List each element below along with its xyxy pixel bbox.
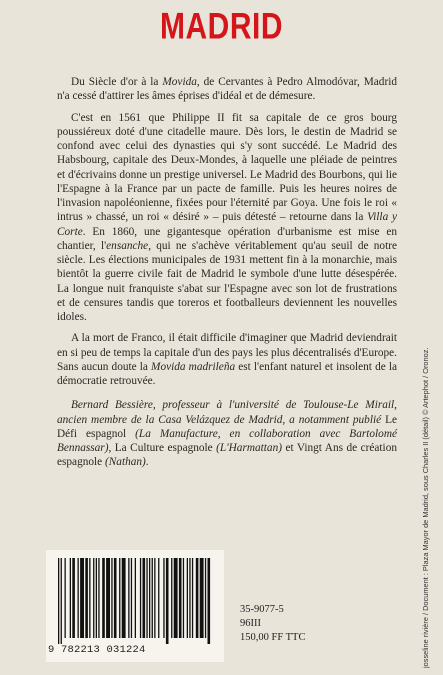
price: 150,00 FF TTC bbox=[240, 632, 306, 643]
code-line-1: 35-9077-5 bbox=[240, 604, 284, 615]
code-line-2: 96III bbox=[240, 618, 261, 629]
paragraph-2: C'est en 1561 que Philippe II fit sa capitale de ce gros bourg poussiéreux doté d'une citadelle maure. Dès lors, le destin de Madrid se confond avec celui des dynasties qui s'y sont succédé. Le Madrid des Habsbourg, capitale des Deux-Mondes, à laquelle une pléiade de peintres et d'écrivains donne un prestige universel. Le Madrid des Bourbons, qui lie l'Espagne à la France par un pacte de famille. Puis les heures noires de l'invasion napoléonienne, fixées pour l'éternité par Goya. Une fois le roi « intrus » chassé, un roi « désiré » – puis détesté – retourne dans la Villa y Corte. En 1860, une gigantesque opération d'urbanisme est mise en chantier, l'ensanche, qui ne s'achève véritablement qu'au seuil de notre siècle. Les élections municipales de 1931 mettent fin à la monarchie, mais bientôt la guerre civile fait de Madrid le symbole d'une lutte désespérée. La longue nuit franquiste s'abat sur l'Espagne avec son lot de frustrations et de censures tandis que toreros et footballeurs deviennent les nouvelles idoles. bbox=[57, 111, 397, 323]
barcode-bars bbox=[54, 558, 216, 644]
isbn-barcode bbox=[46, 550, 224, 662]
barcode-digits: 9 782213 031224 bbox=[48, 644, 146, 656]
image-credit: josseline rivière / Document : Plaza Mayor de Madrid, sous Charles II (détail) © Artephot / Oronoz. bbox=[421, 347, 430, 668]
paragraph-1: Du Siècle d'or à la Movida, de Cervantes à Pedro Almodóvar, Madrid n'a cessé d'attirer les âmes éprises d'idéal et de démesure. bbox=[57, 76, 398, 103]
paragraph-3: A la mort de Franco, il était difficile d'imaginer que Madrid deviendrait en si peu de temps la capitale d'un des pays les plus décentralisés d'Europe. Sans aucun doute la Movida madrileña est l'enfant naturel et insolent de la démocratie retrouvée. bbox=[57, 332, 397, 387]
back-cover-text bbox=[57, 75, 397, 477]
author-bio: Bernard Bessière, professeur à l'université de Toulouse-Le Mirail, ancien membre de la Casa Velázquez de Madrid, a notamment publié Le Défi espagnol (La Manufacture, en collaboration avec Bartolomé Bennassar), La Culture espagnole (L'Harmattan) et Vingt Ans de création espagnole (Nathan). bbox=[57, 399, 397, 469]
book-title: MADRID bbox=[160, 6, 283, 48]
product-codes bbox=[240, 603, 305, 645]
